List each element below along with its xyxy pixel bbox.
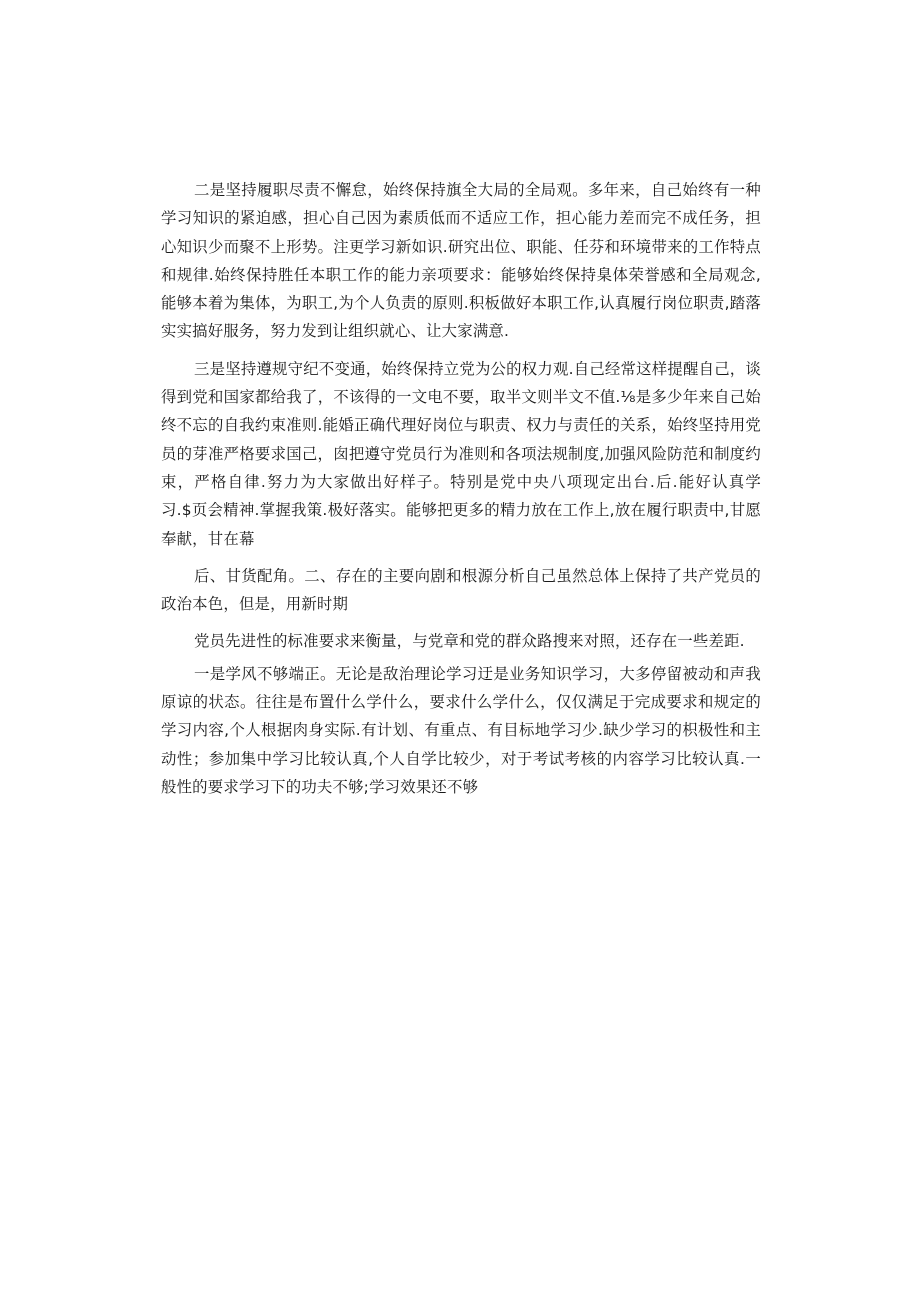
paragraph-third-point: 三是坚持遵规守纪不变通，始终保持立党为公的权力观.自己经常这样提醒自己，谈得到党和国家都给我了，不该得的一文电不要，取半文则半文不值.⅛是多少年来自己始终不忘的自我约束准则.能婚正确代理好岗位与职责、权力与责任的关系，始终坚持用党员的芽准严格要求国己，囱把遵守党员行为准则和各项法规制度,加强风险防范和制度约束，严格自律.努力为大家做出好样子。特别是党中央八项现定出台.后.能好认真学习.$页会精神.掌握我策.极好落实。能够把更多的精力放在工作上,放在履行职责中,甘愿奉献，甘在幕 — [161, 359, 761, 548]
paragraph-study-style: 一是学风不够端正。无论是敌治理论学习迂是业务知识学习，大多停留被动和声我原谅的状态。往往是布置什么学什么，要求什么学什么，仅仅满足于完成要求和规定的学习内容,个人根据肉身实际.有计划、有重点、有目标地学习少.缺少学习的枳极性和主动性；参加集中学习比较认真,个人自学比较少，对于考试考核的内容学习比较认真.一般性的要求学习下的功夫不够;学习效果还不够 — [161, 664, 761, 796]
paragraph-second-point: 二是坚持履职尽责不懈怠，始终保持旗全大局的全局观。多年来，自己始终有一种学习知识的紧迫感，担心自己因为素质低而不适应工作，担心能力差而完不成任务，担心知识少而聚不上形势。注更学习新如识.研究出位、职能、任芬和环境带来的工作特点和规律.始终保持胜任本职工作的能力亲项要求：能够始终保持臬体荣誉感和全局观念,能够本着为集体，为职工,为个人负责的原则.积板做好本职工作,认真履行岗位职责,踏落实实搞好服务，努力发到让组织就心、让大家满意. — [161, 181, 761, 341]
paragraph-gap-statement: 党员先进性的标准要求来衡量，与党章和党的群众路搜来对照，还存在一些差距. — [194, 632, 745, 651]
paragraph-problems-intro: 后、甘货配角。二、存在的主要向剧和根源分析自己虽然总体上保持了共产党员的政治本色，但是，用新时期 — [161, 566, 761, 614]
document-body — [161, 176, 761, 810]
